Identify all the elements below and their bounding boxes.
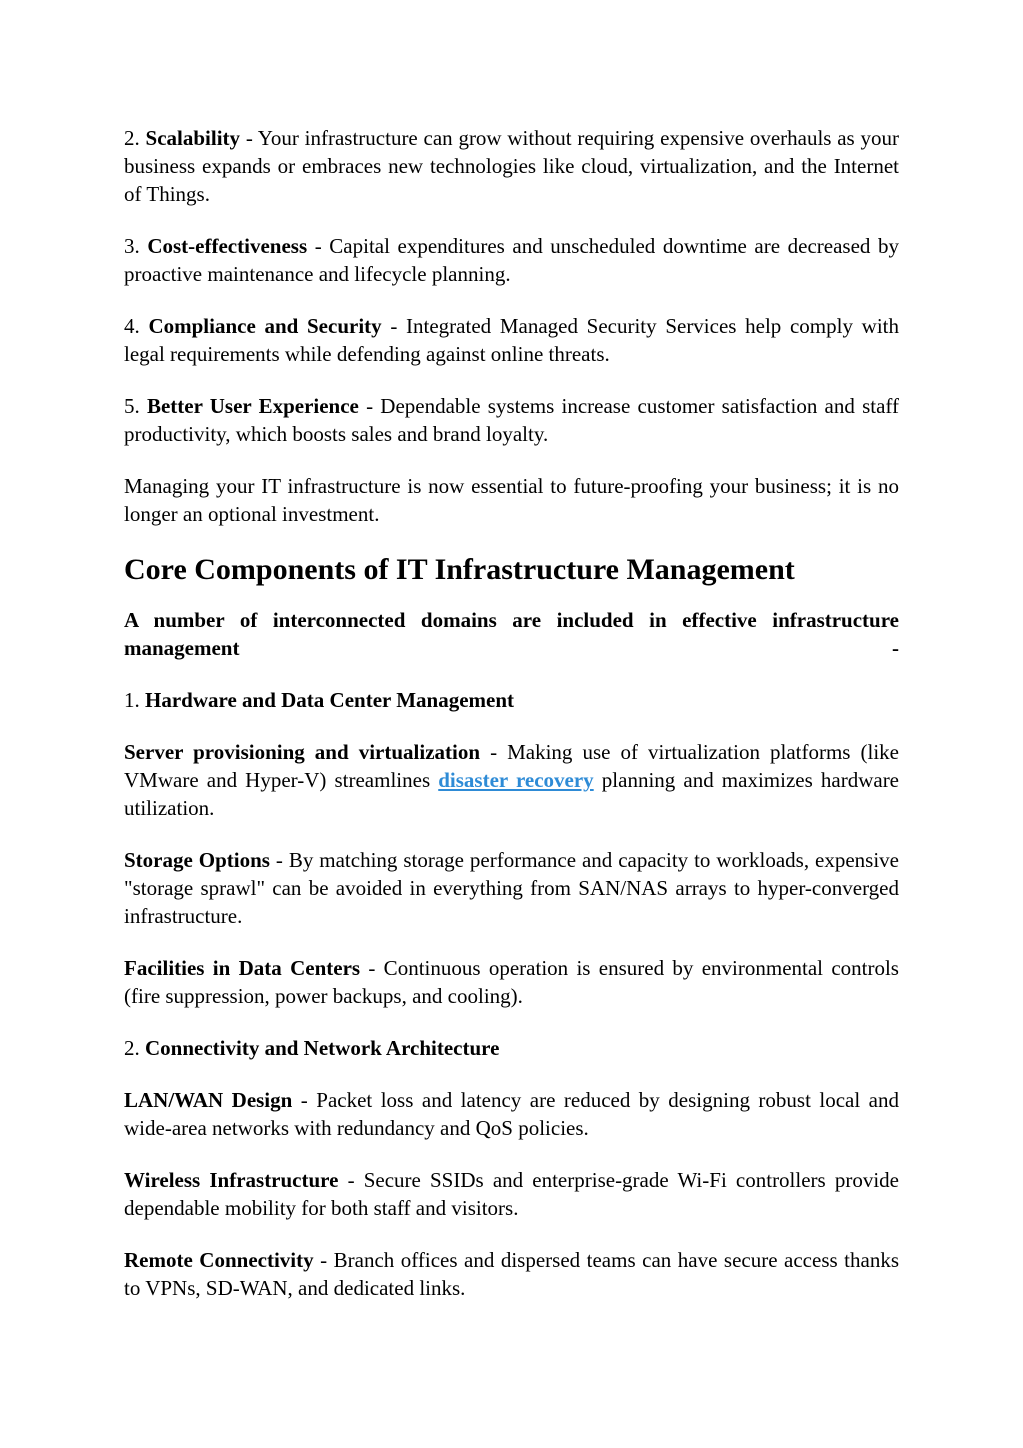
section-intro: A number of interconnected domains are included in effective infrastructure management -: [124, 608, 899, 660]
item-remote-connectivity: [124, 1246, 899, 1302]
benefit-number: 2.: [124, 126, 140, 150]
benefit-compliance-security: [124, 312, 899, 368]
subheading-title: Connectivity and Network Architecture: [145, 1036, 500, 1060]
benefit-number: 5.: [124, 394, 140, 418]
benefit-number: 4.: [124, 314, 140, 338]
item-text: - By matching storage performance and capacity to workloads, expensive "storage sprawl" can be avoided in everything from SAN/NAS arrays to hyper-converged infrastructure.: [124, 848, 899, 928]
item-title: LAN/WAN Design: [124, 1088, 293, 1112]
item-title: Storage Options: [124, 848, 270, 872]
item-text: - Continuous operation is ensured by environmental controls (fire suppression, power backups, and cooling).: [124, 956, 899, 1008]
closing-paragraph: Managing your IT infrastructure is now essential to future-proofing your business; it is no longer an optional investment.: [124, 474, 899, 526]
item-title: Server provisioning and virtualization: [124, 740, 481, 764]
item-title: Facilities in Data Centers: [124, 956, 361, 980]
subheading-connectivity: [124, 1034, 899, 1062]
item-lan-wan: [124, 1086, 899, 1142]
document-page: [124, 124, 899, 1326]
benefit-scalability: [124, 124, 899, 208]
benefit-text: - Your infrastructure can grow without requiring expensive overhauls as your business expands or embraces new technologies like cloud, virtualization, and the Internet of Things.: [124, 126, 899, 206]
benefit-cost-effectiveness: [124, 232, 899, 288]
section-heading: Core Components of IT Infrastructure Management: [124, 553, 795, 586]
item-server-provisioning: [124, 738, 899, 822]
item-title: Remote Connectivity: [124, 1248, 314, 1272]
subheading-title: Hardware and Data Center Management: [145, 688, 515, 712]
benefit-text: - Integrated Managed Security Services help comply with legal requirements while defending against online threats.: [124, 314, 899, 366]
item-title: Wireless Infrastructure: [124, 1168, 339, 1192]
item-text: - Packet loss and latency are reduced by designing robust local and wide-area networks with redundancy and QoS policies.: [124, 1088, 899, 1140]
disaster-recovery-link[interactable]: disaster recovery: [438, 768, 594, 792]
benefit-title: Better User Experience: [146, 394, 359, 418]
item-wireless: [124, 1166, 899, 1222]
benefit-number: 3.: [124, 234, 140, 258]
benefit-text: - Capital expenditures and unscheduled downtime are decreased by proactive maintenance and lifecycle planning.: [124, 234, 899, 286]
item-text: - Making use of virtualization platforms (like VMware and Hyper-V) streamlines: [124, 740, 899, 792]
subheading-hardware: [124, 686, 899, 714]
item-text: - Secure SSIDs and enterprise-grade Wi-Fi controllers provide dependable mobility for both staff and visitors.: [124, 1168, 900, 1220]
benefit-title: Scalability: [145, 126, 241, 150]
item-text: planning and maximizes hardware utilization.: [124, 768, 900, 820]
item-text: - Branch offices and dispersed teams can have secure access thanks to VPNs, SD-WAN, and dedicated links.: [124, 1248, 899, 1300]
subheading-number: 2.: [124, 1036, 140, 1060]
item-facilities: [124, 954, 899, 1010]
benefit-user-experience: [124, 392, 899, 448]
subheading-number: 1.: [124, 688, 140, 712]
benefit-title: Cost-effectiveness: [147, 234, 308, 258]
benefit-title: Compliance and Security: [148, 314, 382, 338]
benefit-text: - Dependable systems increase customer satisfaction and staff productivity, which boosts sales and brand loyalty.: [124, 394, 900, 446]
item-storage-options: [124, 846, 899, 930]
